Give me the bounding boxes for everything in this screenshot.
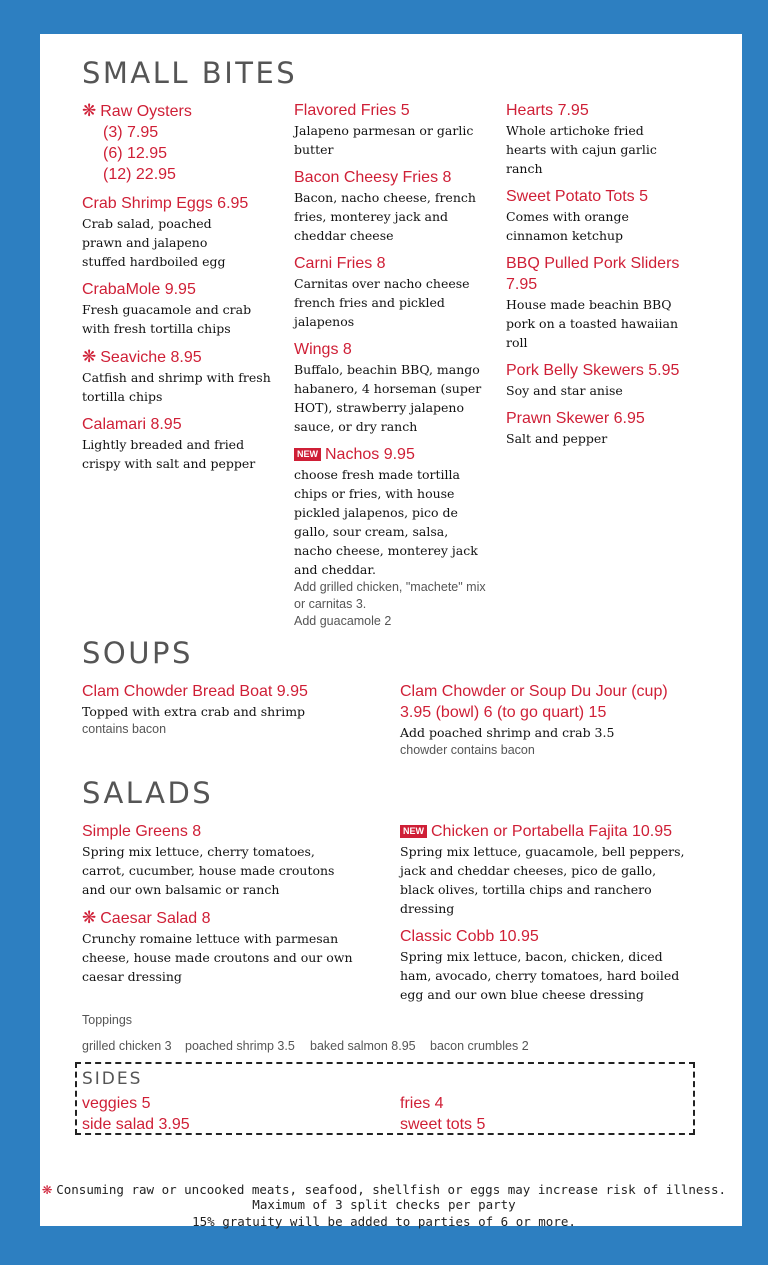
item-name: Wings 8 [294, 341, 352, 358]
menu-item-flavored-fries [294, 100, 486, 159]
menu-item-bread-boat [82, 681, 372, 738]
asterisk-icon: ❋ [82, 908, 97, 927]
footer-gratuity: 15% gratuity will be added to parties of 6 or more. [192, 1214, 576, 1229]
menu-item-carni-fries [294, 253, 486, 331]
item-name: Clam Chowder Bread Boat 9.95 [82, 683, 308, 700]
menu-item-simple-greens [82, 821, 357, 899]
topping-item: poached shrimp 3.5 [185, 1039, 295, 1053]
item-name: Sweet Potato Tots 5 [506, 188, 649, 205]
item-description: Fresh guacamole and crab with fresh tortilla chips [82, 302, 252, 336]
menu-item-seaviche [82, 346, 277, 406]
item-name: Clam Chowder or Soup Du Jour (cup) 3.95 (bowl) 6 (to go quart) 15 [400, 683, 668, 721]
item-description: House made beachin BBQ pork on a toasted hawaiian roll [506, 297, 678, 350]
menu-item-nachos [294, 444, 486, 630]
item-name: Carni Fries 8 [294, 255, 386, 272]
salads-col-1 [82, 821, 357, 994]
small-bites-col-3 [506, 100, 686, 456]
item-note: Add guacamole 2 [294, 614, 392, 628]
item-description: Crab salad, poached prawn and jalapeno stuffed hardboiled egg [82, 216, 226, 269]
menu-item-bbq-sliders [506, 253, 686, 352]
item-description: Spring mix lettuce, guacamole, bell peppers, jack and cheddar cheeses, pico de gallo, black olives, tortilla chips and ranchero dressing [400, 844, 685, 916]
menu-item-hearts [506, 100, 686, 178]
item-description: Crunchy romaine lettuce with parmesan cheese, house made croutons and our own caesar dressing [82, 931, 353, 984]
item-name: Crab Shrimp Eggs 6.95 [82, 195, 249, 212]
item-name: Caesar Salad 8 [100, 910, 211, 927]
side-veggies: veggies 5 [82, 1095, 151, 1112]
new-badge: NEW [400, 825, 427, 838]
item-description: Salt and pepper [506, 431, 608, 446]
item-description: Add poached shrimp and crab 3.5 [400, 725, 615, 740]
item-name: Flavored Fries 5 [294, 102, 410, 119]
sides-heading: SIDES [82, 1069, 143, 1089]
footer-warning [0, 1179, 768, 1199]
toppings-label: Toppings [82, 1013, 133, 1027]
item-price: (6) 12.95 [103, 145, 168, 162]
item-description: Bacon, nacho cheese, french fries, monterey jack and cheddar cheese [294, 190, 476, 243]
item-name: Seaviche 8.95 [100, 349, 202, 366]
footer-split-checks: Maximum of 3 split checks per party [252, 1197, 516, 1212]
item-name: Chicken or Portabella Fajita 10.95 [431, 823, 673, 840]
asterisk-icon: ❋ [82, 347, 97, 366]
item-note: Add grilled chicken, "machete" mix or carnitas 3. [294, 580, 486, 611]
new-badge: NEW [294, 448, 321, 461]
footer-warning-text: Consuming raw or uncooked meats, seafood, shellfish or eggs may increase risk of illness. [56, 1182, 727, 1197]
menu-item-soup-du-jour [400, 681, 680, 759]
side-sweet-tots: sweet tots 5 [400, 1116, 486, 1133]
topping-item: baked salmon 8.95 [310, 1039, 416, 1053]
menu-item-raw-oysters [82, 100, 277, 185]
menu-item-caesar-salad [82, 907, 357, 986]
item-name: Calamari 8.95 [82, 416, 182, 433]
item-name: Raw Oysters [100, 103, 192, 120]
menu-item-wings [294, 339, 486, 436]
asterisk-icon: ❋ [41, 1179, 53, 1199]
item-description: Whole artichoke fried hearts with cajun garlic ranch [506, 123, 657, 176]
salads-col-2 [400, 821, 685, 1012]
menu-item-pork-belly [506, 360, 686, 400]
item-description: Topped with extra crab and shrimp [82, 704, 306, 719]
item-price: (3) 7.95 [103, 124, 159, 141]
topping-item: grilled chicken 3 [82, 1039, 172, 1053]
item-price: (12) 22.95 [103, 166, 176, 183]
item-note: chowder contains bacon [400, 743, 535, 757]
small-bites-col-1 [82, 100, 277, 481]
item-description: Carnitas over nacho cheese french fries and pickled jalapenos [294, 276, 470, 329]
menu-item-sweet-potato-tots [506, 186, 686, 245]
item-description: Jalapeno parmesan or garlic butter [294, 123, 474, 157]
item-name: BBQ Pulled Pork Sliders 7.95 [506, 255, 680, 293]
side-fries: fries 4 [400, 1095, 444, 1112]
menu-item-crabamole [82, 279, 277, 338]
small-bites-col-2 [294, 100, 486, 638]
item-name: Simple Greens 8 [82, 823, 202, 840]
item-description: choose fresh made tortilla chips or fries, with house pickled jalapenos, pico de gallo, sour cream, salsa, nacho cheese, monterey jack and cheddar. [294, 467, 478, 577]
item-note: contains bacon [82, 722, 167, 736]
menu-item-prawn-skewer [506, 408, 686, 448]
topping-item: bacon crumbles 2 [430, 1039, 529, 1053]
small-bites-heading: SMALL BITES [82, 56, 298, 90]
item-description: Soy and star anise [506, 383, 623, 398]
item-description: Lightly breaded and fried crispy with salt and pepper [82, 437, 256, 471]
menu-item-crab-shrimp-eggs [82, 193, 252, 271]
menu-item-fajita [400, 821, 685, 918]
item-name: Hearts 7.95 [506, 102, 589, 119]
item-name: Classic Cobb 10.95 [400, 928, 539, 945]
item-name: Prawn Skewer 6.95 [506, 410, 645, 427]
side-salad: side salad 3.95 [82, 1116, 190, 1133]
item-description: Comes with orange cinnamon ketchup [506, 209, 629, 243]
item-description: Spring mix lettuce, bacon, chicken, diced ham, avocado, cherry tomatoes, hard boiled egg and our own blue cheese dressing [400, 949, 680, 1002]
asterisk-icon: ❋ [82, 101, 97, 120]
item-name: CrabaMole 9.95 [82, 281, 196, 298]
salads-heading: SALADS [82, 776, 214, 810]
item-name: Nachos 9.95 [325, 446, 415, 463]
menu-item-bacon-cheesy-fries [294, 167, 486, 245]
item-description: Buffalo, beachin BBQ, mango habanero, 4 horseman (super HOT), strawberry jalapeno sauce, or dry ranch [294, 362, 482, 434]
item-description: Spring mix lettuce, cherry tomatoes, carrot, cucumber, house made croutons and our own balsamic or ranch [82, 844, 335, 897]
menu-item-classic-cobb [400, 926, 685, 1004]
item-name: Pork Belly Skewers 5.95 [506, 362, 680, 379]
item-description: Catfish and shrimp with fresh tortilla chips [82, 370, 271, 404]
menu-item-calamari [82, 414, 277, 473]
soups-heading: SOUPS [82, 636, 193, 670]
item-name: Bacon Cheesy Fries 8 [294, 169, 452, 186]
